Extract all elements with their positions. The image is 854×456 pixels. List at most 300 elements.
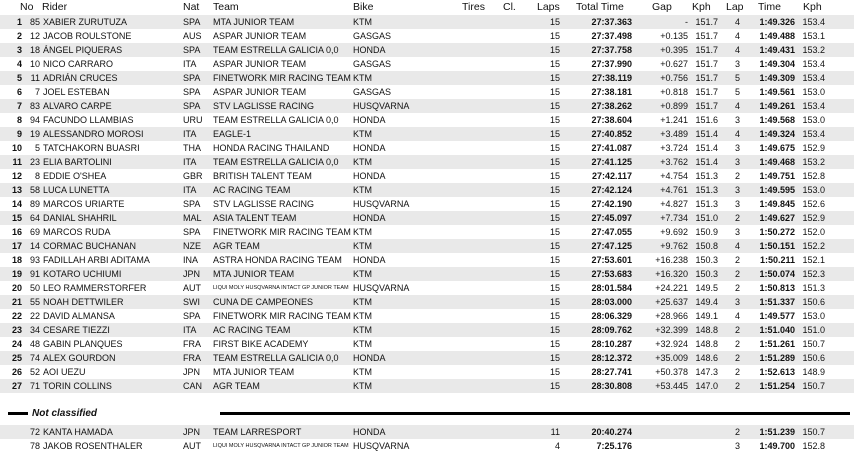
team-name: MTA JUNIOR TEAM (213, 269, 295, 279)
total-time: 28:12.372 (591, 353, 632, 363)
table-row (0, 239, 854, 253)
gap: +32.924 (655, 339, 688, 349)
nationality: ITA (183, 325, 197, 335)
best-lap-number: 3 (734, 59, 740, 69)
avg-speed: 149.1 (695, 311, 718, 321)
best-lap-speed: 153.4 (802, 73, 825, 83)
laps: 15 (549, 381, 560, 391)
gap: +53.445 (655, 381, 688, 391)
best-lap-speed: 153.0 (802, 311, 825, 321)
best-lap-speed: 152.6 (802, 199, 825, 209)
laps: 15 (549, 171, 560, 181)
rider-number: 5 (34, 143, 40, 153)
team-name: AC RACING TEAM (213, 325, 291, 335)
total-time: 28:06.329 (591, 311, 632, 321)
laps: 15 (549, 73, 560, 83)
table-row (0, 141, 854, 155)
team-name: EAGLE-1 (213, 129, 252, 139)
nationality: SPA (183, 227, 201, 237)
best-lap-speed: 153.2 (802, 157, 825, 167)
nationality: FRA (183, 353, 201, 363)
rider-number: 78 (29, 441, 40, 451)
nationality: ITA (183, 157, 197, 167)
best-lap-time: 1:50.074 (759, 269, 795, 279)
laps: 15 (549, 353, 560, 363)
avg-speed: 151.7 (695, 31, 718, 41)
laps: 15 (549, 129, 560, 139)
total-time: 27:47.125 (591, 241, 632, 251)
laps: 15 (549, 213, 560, 223)
avg-speed: 147.0 (695, 381, 718, 391)
bike-brand: KTM (353, 185, 372, 195)
best-lap-number: 3 (734, 115, 740, 125)
best-lap-time: 1:49.261 (759, 101, 795, 111)
table-row (0, 71, 854, 85)
best-lap-time: 1:49.568 (759, 115, 795, 125)
laps: 15 (549, 59, 560, 69)
rider-name: MARCOS URIARTE (43, 199, 125, 209)
header-total-time: Total Time (576, 1, 624, 13)
best-lap-number: 2 (734, 353, 740, 363)
best-lap-time: 1:51.337 (759, 297, 795, 307)
gap: +3.762 (660, 157, 688, 167)
best-lap-number: 4 (734, 17, 740, 27)
rider-name: JOEL ESTEBAN (43, 87, 110, 97)
best-lap-time: 1:49.751 (759, 171, 795, 181)
bike-brand: HONDA (353, 115, 386, 125)
laps: 15 (549, 311, 560, 321)
team-name: STV LAGLISSE RACING (213, 101, 315, 111)
best-lap-speed: 153.0 (802, 185, 825, 195)
rider-name: AOI UEZU (43, 367, 86, 377)
best-lap-number: 2 (734, 255, 740, 265)
rider-number: 58 (29, 185, 40, 195)
best-lap-speed: 152.3 (802, 269, 825, 279)
best-lap-speed: 151.3 (802, 283, 825, 293)
best-lap-speed: 150.6 (802, 353, 825, 363)
table-header (0, 0, 854, 14)
total-time: 28:03.000 (591, 297, 632, 307)
best-lap-number: 2 (734, 339, 740, 349)
best-lap-speed: 153.4 (802, 59, 825, 69)
laps: 15 (549, 31, 560, 41)
table-row (0, 337, 854, 351)
rider-name: XABIER ZURUTUZA (43, 17, 128, 27)
laps: 15 (549, 325, 560, 335)
best-lap-time: 1:49.845 (759, 199, 795, 209)
best-lap-speed: 148.9 (802, 367, 825, 377)
team-name: ASIA TALENT TEAM (213, 213, 297, 223)
team-name: CUNA DE CAMPEONES (213, 297, 314, 307)
not-classified-divider (220, 412, 850, 415)
table-row (0, 425, 854, 439)
position: 9 (16, 129, 22, 139)
best-lap-time: 1:49.488 (759, 31, 795, 41)
rider-number: 23 (29, 157, 40, 167)
table-row (0, 439, 854, 453)
rider-number: 52 (29, 367, 40, 377)
nationality: SPA (183, 17, 201, 27)
position: 8 (16, 115, 22, 125)
rider-name: DAVID ALMANSA (43, 311, 115, 321)
gap: +35.009 (655, 353, 688, 363)
total-time: 27:38.119 (591, 73, 632, 83)
avg-speed: 151.4 (695, 157, 718, 167)
laps: 15 (549, 115, 560, 125)
nationality: SPA (183, 101, 201, 111)
table-row (0, 113, 854, 127)
best-lap-speed: 152.8 (802, 171, 825, 181)
team-name: TEAM ESTRELLA GALICIA 0,0 (213, 45, 339, 55)
laps: 4 (554, 441, 560, 451)
header-bike: Bike (353, 1, 374, 13)
best-lap-speed: 152.1 (802, 255, 825, 265)
position: 11 (12, 157, 22, 167)
position: 12 (11, 171, 22, 181)
table-row (0, 15, 854, 29)
position: 17 (11, 241, 22, 251)
avg-speed: 150.3 (695, 255, 718, 265)
bike-brand: HONDA (353, 353, 386, 363)
avg-speed: 151.3 (695, 171, 718, 181)
header-gap: Gap (652, 1, 672, 13)
total-time: 27:37.990 (591, 59, 632, 69)
bike-brand: KTM (353, 73, 372, 83)
gap: +1.241 (660, 115, 688, 125)
best-lap-time: 1:50.813 (759, 283, 795, 293)
nationality: THA (183, 143, 201, 153)
best-lap-speed: 150.7 (802, 427, 825, 437)
rider-number: 64 (29, 213, 40, 223)
table-row (0, 225, 854, 239)
rider-name: MARCOS RUDA (43, 227, 111, 237)
nationality: GBR (183, 171, 203, 181)
best-lap-time: 1:50.211 (759, 255, 795, 265)
best-lap-number: 3 (734, 157, 740, 167)
rider-name: ALVARO CARPE (43, 101, 112, 111)
bike-brand: HUSQVARNA (353, 283, 410, 293)
total-time: 27:53.601 (591, 255, 632, 265)
nationality: ITA (183, 185, 197, 195)
best-lap-time: 1:49.595 (759, 185, 795, 195)
best-lap-speed: 153.4 (802, 101, 825, 111)
not-classified-marker (8, 412, 28, 415)
best-lap-time: 1:50.151 (759, 241, 795, 251)
position: 4 (16, 59, 22, 69)
nationality: SPA (183, 45, 201, 55)
team-name: TEAM ESTRELLA GALICIA 0,0 (213, 115, 339, 125)
total-time: 27:37.498 (591, 31, 632, 41)
avg-speed: 150.3 (695, 269, 718, 279)
nationality: CAN (183, 381, 203, 391)
bike-brand: KTM (353, 339, 372, 349)
rider-name: KANTA HAMADA (43, 427, 113, 437)
table-row (0, 197, 854, 211)
rider-number: 93 (29, 255, 40, 265)
table-row (0, 267, 854, 281)
best-lap-time: 1:49.468 (759, 157, 795, 167)
gap: +9.762 (660, 241, 688, 251)
best-lap-speed: 151.0 (802, 325, 825, 335)
table-row (0, 351, 854, 365)
laps: 15 (549, 143, 560, 153)
gap: +7.734 (660, 213, 688, 223)
gap: +16.238 (655, 255, 688, 265)
best-lap-speed: 152.8 (802, 441, 825, 451)
laps: 15 (549, 17, 560, 27)
team-name: HONDA RACING THAILAND (213, 143, 330, 153)
best-lap-number: 3 (734, 297, 740, 307)
position: 13 (11, 185, 22, 195)
rider-name: FADILLAH ARBI ADITAMA (43, 255, 150, 265)
laps: 15 (549, 297, 560, 307)
rider-name: LUCA LUNETTA (43, 185, 110, 195)
gap: +3.724 (660, 143, 688, 153)
position: 20 (11, 283, 22, 293)
rider-number: 8 (34, 171, 40, 181)
best-lap-time: 1:49.309 (759, 73, 795, 83)
laps: 15 (549, 283, 560, 293)
best-lap-speed: 152.9 (802, 213, 825, 223)
best-lap-time: 1:51.040 (759, 325, 795, 335)
avg-speed: 151.3 (695, 199, 718, 209)
rider-name: ALEX GOURDON (43, 353, 116, 363)
laps: 15 (549, 339, 560, 349)
rider-number: 48 (29, 339, 40, 349)
total-time: 27:38.181 (591, 87, 632, 97)
rider-name: TORIN COLLINS (43, 381, 112, 391)
best-lap-speed: 150.7 (802, 381, 825, 391)
team-name: TEAM ESTRELLA GALICIA 0,0 (213, 157, 339, 167)
team-name: MTA JUNIOR TEAM (213, 367, 295, 377)
best-lap-number: 2 (734, 171, 740, 181)
nationality: MAL (183, 213, 202, 223)
rider-number: 11 (30, 73, 40, 83)
position: 27 (11, 381, 22, 391)
position: 1 (16, 17, 22, 27)
position: 2 (16, 31, 22, 41)
total-time: 27:42.124 (591, 185, 632, 195)
laps: 15 (549, 199, 560, 209)
nationality: JPN (183, 427, 201, 437)
total-time: 27:41.087 (591, 143, 632, 153)
rider-number: 19 (29, 129, 40, 139)
rider-name: LEO RAMMERSTORFER (43, 283, 147, 293)
team-name: STV LAGLISSE RACING (213, 199, 315, 209)
avg-speed: 151.7 (695, 17, 718, 27)
header-team: Team (213, 1, 239, 13)
nationality: URU (183, 115, 203, 125)
best-lap-time: 1:50.272 (759, 227, 795, 237)
position: 23 (11, 325, 22, 335)
nationality: JPN (183, 367, 201, 377)
table-row (0, 253, 854, 267)
rider-number: 18 (29, 45, 40, 55)
best-lap-time: 1:49.326 (759, 17, 795, 27)
bike-brand: KTM (353, 241, 372, 251)
total-time: 20:40.274 (591, 427, 632, 437)
table-row (0, 127, 854, 141)
bike-brand: HUSQVARNA (353, 441, 410, 451)
bike-brand: GASGAS (353, 31, 392, 41)
best-lap-time: 1:51.254 (759, 381, 795, 391)
rider-number: 14 (29, 241, 40, 251)
gap: +0.899 (660, 101, 688, 111)
best-lap-number: 3 (734, 185, 740, 195)
nationality: ITA (183, 59, 197, 69)
rider-number: 83 (29, 101, 40, 111)
bike-brand: HONDA (353, 213, 386, 223)
position: 26 (11, 367, 22, 377)
table-row (0, 211, 854, 225)
team-name: ASPAR JUNIOR TEAM (213, 59, 307, 69)
total-time: 7:25.176 (596, 441, 632, 451)
bike-brand: HUSQVARNA (353, 101, 410, 111)
avg-speed: 151.7 (695, 59, 718, 69)
avg-speed: 151.7 (695, 87, 718, 97)
laps: 15 (549, 367, 560, 377)
rider-number: 34 (29, 325, 40, 335)
avg-speed: 151.7 (695, 101, 718, 111)
rider-name: TATCHAKORN BUASRI (43, 143, 140, 153)
table-row (0, 379, 854, 393)
best-lap-speed: 153.0 (802, 87, 825, 97)
rider-number: 94 (29, 115, 40, 125)
position: 3 (16, 45, 22, 55)
total-time: 27:40.852 (591, 129, 632, 139)
best-lap-number: 2 (734, 367, 740, 377)
position: 5 (16, 73, 22, 83)
rider-name: DANIAL SHAHRIL (43, 213, 117, 223)
avg-speed: 149.5 (695, 283, 718, 293)
table-row (0, 169, 854, 183)
bike-brand: KTM (353, 311, 372, 321)
gap: +4.761 (660, 185, 688, 195)
rider-name: ADRIÁN CRUCES (43, 73, 118, 83)
position: 6 (16, 87, 22, 97)
nationality: AUT (183, 441, 201, 451)
header-no: No (20, 1, 34, 13)
rider-name: ÁNGEL PIQUERAS (43, 45, 123, 55)
rider-number: 7 (34, 87, 40, 97)
bike-brand: KTM (353, 381, 372, 391)
avg-speed: 151.7 (695, 45, 718, 55)
avg-speed: 150.8 (695, 241, 718, 251)
team-name: TEAM ESTRELLA GALICIA 0,0 (213, 353, 339, 363)
best-lap-time: 1:49.324 (759, 129, 795, 139)
table-row (0, 281, 854, 295)
rider-name: GABIN PLANQUES (43, 339, 123, 349)
bike-brand: HUSQVARNA (353, 199, 410, 209)
header-nat: Nat (183, 1, 200, 13)
best-lap-time: 1:49.431 (759, 45, 795, 55)
bike-brand: GASGAS (353, 59, 392, 69)
rider-name: CESARE TIEZZI (43, 325, 110, 335)
gap: +16.320 (655, 269, 688, 279)
bike-brand: KTM (353, 367, 372, 377)
rider-number: 91 (29, 269, 40, 279)
best-lap-time: 1:51.239 (759, 427, 795, 437)
rider-name: CORMAC BUCHANAN (43, 241, 137, 251)
total-time: 27:42.190 (591, 199, 632, 209)
position: 25 (11, 353, 22, 363)
bike-brand: KTM (353, 17, 372, 27)
header-time: Time (758, 1, 781, 13)
total-time: 27:53.683 (591, 269, 632, 279)
bike-brand: HONDA (353, 427, 386, 437)
header-tires: Tires (462, 1, 485, 13)
team-name: ASPAR JUNIOR TEAM (213, 31, 307, 41)
gap: +4.827 (660, 199, 688, 209)
header-kph: Kph (692, 1, 711, 13)
bike-brand: HONDA (353, 171, 386, 181)
laps: 15 (549, 255, 560, 265)
total-time: 27:38.604 (591, 115, 632, 125)
position: 21 (11, 297, 22, 307)
best-lap-number: 3 (734, 227, 740, 237)
best-lap-speed: 152.9 (802, 143, 825, 153)
position: 15 (11, 213, 22, 223)
rider-name: ALESSANDRO MOROSI (43, 129, 144, 139)
best-lap-number: 4 (734, 129, 740, 139)
laps: 15 (549, 269, 560, 279)
table-row (0, 365, 854, 379)
avg-speed: 151.6 (695, 115, 718, 125)
total-time: 27:38.262 (591, 101, 632, 111)
rider-name: JAKOB ROSENTHALER (43, 441, 143, 451)
rider-name: JACOB ROULSTONE (43, 31, 132, 41)
total-time: 28:01.584 (591, 283, 632, 293)
total-time: 27:37.363 (591, 17, 632, 27)
nationality: NZE (183, 241, 201, 251)
gap: +25.637 (655, 297, 688, 307)
best-lap-speed: 152.0 (802, 227, 825, 237)
total-time: 27:41.125 (591, 157, 632, 167)
position: 24 (11, 339, 22, 349)
rider-number: 50 (29, 283, 40, 293)
team-name: ASTRA HONDA RACING TEAM (213, 255, 342, 265)
best-lap-number: 4 (734, 31, 740, 41)
best-lap-time: 1:49.561 (759, 87, 795, 97)
avg-speed: 151.0 (695, 213, 718, 223)
rider-name: NICO CARRARO (43, 59, 114, 69)
gap: +50.378 (655, 367, 688, 377)
avg-speed: 150.9 (695, 227, 718, 237)
bike-brand: KTM (353, 297, 372, 307)
team-name: FIRST BIKE ACADEMY (213, 339, 309, 349)
table-row (0, 85, 854, 99)
best-lap-time: 1:49.675 (759, 143, 795, 153)
avg-speed: 151.4 (695, 129, 718, 139)
gap: +0.756 (660, 73, 688, 83)
best-lap-speed: 153.4 (802, 129, 825, 139)
best-lap-number: 4 (734, 45, 740, 55)
best-lap-time: 1:52.613 (759, 367, 795, 377)
nationality: SPA (183, 311, 201, 321)
total-time: 28:10.287 (591, 339, 632, 349)
laps: 15 (549, 241, 560, 251)
position: 10 (11, 143, 22, 153)
bike-brand: GASGAS (353, 87, 392, 97)
rider-name: FACUNDO LLAMBIAS (43, 115, 134, 125)
avg-speed: 147.3 (695, 367, 718, 377)
nationality: ITA (183, 129, 197, 139)
best-lap-time: 1:49.577 (759, 311, 795, 321)
best-lap-speed: 150.6 (802, 297, 825, 307)
total-time: 28:09.762 (591, 325, 632, 335)
bike-brand: HONDA (353, 45, 386, 55)
bike-brand: HONDA (353, 255, 386, 265)
